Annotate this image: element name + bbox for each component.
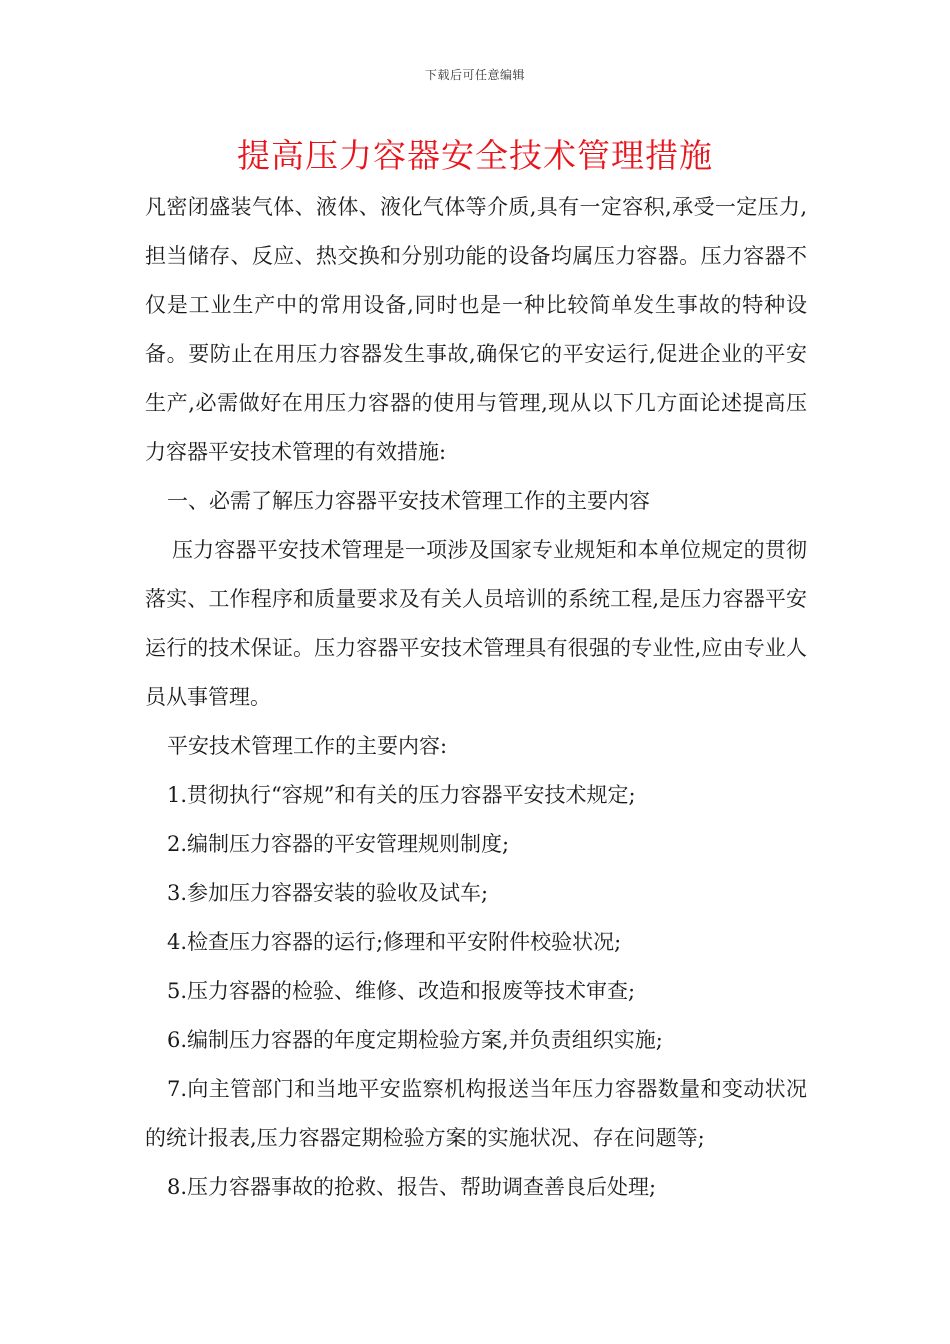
document-title: 提高压力容器安全技术管理措施: [237, 136, 713, 175]
list-item: 8.压力容器事故的抢救、报告、帮助调查善良后处理;: [167, 1175, 657, 1199]
list-item: 7.向主管部门和当地平安监察机构报送当年压力容器数量和变动状况的统计报表,压力容器定期检验方案的实施状况、存在问题等;: [145, 1077, 807, 1150]
header-note: 下载后可任意编辑: [424, 68, 525, 82]
document-body: [145, 183, 807, 1212]
list-item: 5.压力容器的检验、维修、改造和报废等技术审查;: [167, 979, 636, 1003]
section-paragraph: 压力容器平安技术管理是一项涉及国家专业规矩和本单位规定的贯彻落实、工作程序和质量要求及有关人员培训的系统工程,是压力容器平安运行的技术保证。压力容器平安技术管理具有很强的专业性,应由专业人员从事管理。: [145, 538, 807, 709]
list-item: 1.贯彻执行“容规”和有关的压力容器平安技术规定;: [167, 783, 636, 807]
intro-paragraph: 凡密闭盛装气体、液体、液化气体等介质,具有一定容积,承受一定压力,担当储存、反应、热交换和分别功能的设备均属压力容器。压力容器不仅是工业生产中的常用设备,同时也是一种比较简单发生事故的特种设备。要防止在用压力容器发生事故,确保它的平安运行,促进企业的平安生产,必需做好在用压力容器的使用与管理,现从以下几方面论述提高压力容器平安技术管理的有效措施:: [145, 195, 807, 464]
list-item: 2.编制压力容器的平安管理规则制度;: [167, 832, 510, 856]
section-heading: 一、必需了解压力容器平安技术管理工作的主要内容: [167, 489, 650, 513]
list-item: 6.编制压力容器的年度定期检验方案,并负责组织实施;: [167, 1028, 663, 1052]
list-item: 3.参加压力容器安装的验收及试车;: [167, 881, 489, 905]
list-item: 4.检查压力容器的运行;修理和平安附件校验状况;: [167, 930, 622, 954]
list-intro: 平安技术管理工作的主要内容:: [167, 734, 448, 758]
